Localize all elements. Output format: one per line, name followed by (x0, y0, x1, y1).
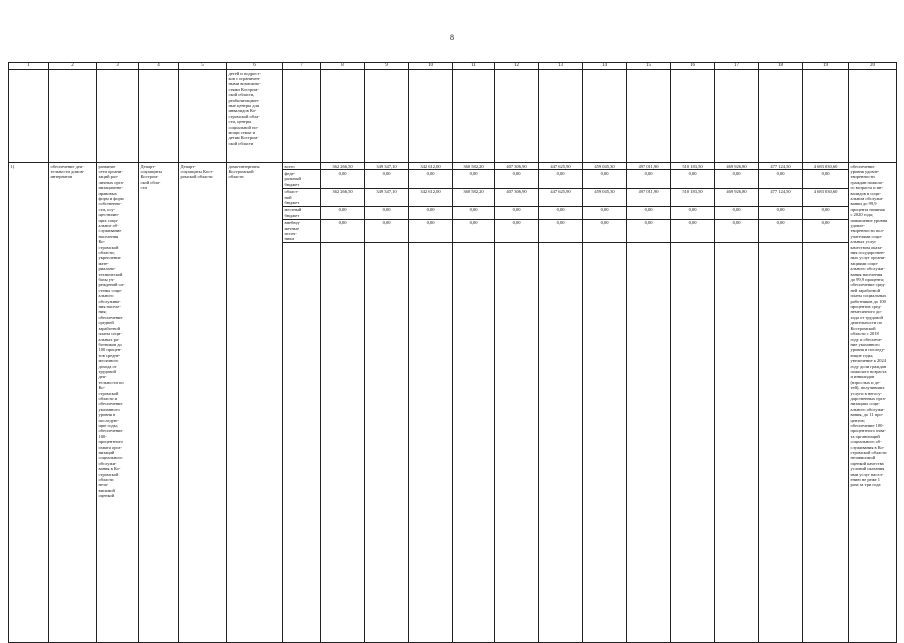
funding-value: 0,00 (453, 206, 495, 219)
objective-cell: развитие сети органи- заций раз- личных орга- низационно- правовых форм и форм собственно- сти, осу- ществляю- щих соци- альное об- служивание населения Ко- стромской области; укрепление мате- риально- технической базы уч- реждений си- стемы соци- ального обслужива- ния населе- ния; обеспечение средней заработной платы соци- альных ра- ботников до 100 процен- тов средне- месячного дохода от трудовой дея- тельности по Ко- стромской области и обеспечение указанного уровня в последую- щие годы; обеспечение 100- процентного охвата орга- низаций социального обслужи- вания в Ко- стромской области неза- висимой оценкой (97, 163, 139, 643)
funding-value: 0,00 (627, 206, 671, 219)
funding-value: 0,00 (715, 219, 759, 243)
funding-value: 0,00 (759, 170, 803, 188)
funding-value: 469 926,80 (715, 188, 759, 206)
funding-value: 510 183,50 (671, 188, 715, 206)
funding-value: 0,00 (583, 170, 627, 188)
column-number: 3 (97, 63, 139, 70)
funding-value: 4 683 030,60 (803, 163, 849, 170)
funding-source: местный бюджет (283, 206, 321, 219)
funding-value: 0,00 (583, 219, 627, 243)
column-number: 9 (365, 63, 409, 70)
column-number: 10 (409, 63, 453, 70)
table-cell (409, 70, 453, 163)
funding-value: 0,00 (365, 219, 409, 243)
funding-value: 0,00 (495, 219, 539, 243)
table-cell (627, 243, 671, 643)
table-cell (321, 243, 365, 643)
funding-value: 0,00 (453, 170, 495, 188)
continuation-row (9, 70, 897, 163)
column-number: 18 (759, 63, 803, 70)
column-number: 11 (453, 63, 495, 70)
coexecutor-cell: Департ- соцзащиты Кост- ромской области (179, 163, 227, 643)
funding-value: 0,00 (365, 206, 409, 219)
table-cell (9, 70, 49, 163)
funding-value: 0,00 (321, 219, 365, 243)
table-cell (583, 70, 627, 163)
expected-result-cell: обеспечение уровня удовле- творенности граждан пожило- го возраста и ин- валидов в соци- альном обслужи- вании до 99,9 процента начиная с 2020 года; повышение уровня удовле- творенности пол- учателями соци- альных услуг качеством оказа- ния государствен- ных услуг органи- зациями соци- ального обслужи- вания населения до 99,9 процента; обеспечение сред- ней заработной платы социальных работников до 100 процентов сред- немесячного до- хода от трудовой деятельности по Костромской области с 2018 году и обеспече- ние указанного уровня в последу- ющие годы; увеличение к 2024 году доли граждан пожилого возраста и инвалидов (взрослых и де- тей), получивших услуги в негосу- дарственных орга- низациях соци- ального обслужи- вания, до 11 про- центов; обеспечение 100- процентного охва- та организаций социального об- служивания в Ко- стромской области независимой оценкой качества условий оказания ими услуг насел- ению не реже 1 раза за три года (849, 163, 897, 643)
funding-value: 0,00 (759, 206, 803, 219)
table-cell (759, 243, 803, 643)
table-cell (671, 70, 715, 163)
funding-value: 407 306,90 (495, 188, 539, 206)
funding-value: 497 011,90 (627, 188, 671, 206)
funding-value: 477 124,50 (759, 163, 803, 170)
table-cell (495, 70, 539, 163)
table-cell (803, 243, 849, 643)
table-cell (97, 70, 139, 163)
funding-value: 360 582,20 (453, 163, 495, 170)
table-cell (671, 243, 715, 643)
funding-value: 349 347,10 (365, 188, 409, 206)
column-number: 8 (321, 63, 365, 70)
executor-cell: дома-интернаты Костромской области (227, 163, 283, 643)
table-cell (849, 70, 897, 163)
funding-value: 342 612,00 (409, 188, 453, 206)
funding-value: 0,00 (627, 170, 671, 188)
funding-value: 0,00 (321, 170, 365, 188)
funding-value: 0,00 (803, 170, 849, 188)
funding-value: 0,00 (409, 206, 453, 219)
column-number: 6 (227, 63, 283, 70)
table-cell (715, 243, 759, 643)
funding-source: феде- ральный бюджет (283, 170, 321, 188)
column-number: 5 (179, 63, 227, 70)
funding-value: 459 045,30 (583, 188, 627, 206)
funding-value: 0,00 (409, 219, 453, 243)
funding-value: 0,00 (583, 206, 627, 219)
funding-value: 0,00 (803, 206, 849, 219)
funding-value: 0,00 (321, 206, 365, 219)
funding-value: 0,00 (539, 206, 583, 219)
funding-value: 362 266,50 (321, 163, 365, 170)
funding-value: 469 926,80 (715, 163, 759, 170)
funding-value: 0,00 (495, 170, 539, 188)
funding-value: 342 612,00 (409, 163, 453, 170)
table-cell (715, 70, 759, 163)
table-cell (453, 243, 495, 643)
funding-value: 0,00 (715, 206, 759, 219)
table-cell (179, 70, 227, 163)
table-cell (321, 70, 365, 163)
table-cell (539, 243, 583, 643)
funding-value: 0,00 (671, 206, 715, 219)
column-number: 15 (627, 63, 671, 70)
table-cell (583, 243, 627, 643)
column-number: 1 (9, 63, 49, 70)
funding-value: 0,00 (671, 170, 715, 188)
funding-value: 0,00 (365, 170, 409, 188)
column-number: 19 (803, 63, 849, 70)
funding-row-total (9, 163, 897, 170)
funding-value: 497 011,90 (627, 163, 671, 170)
column-number: 12 (495, 63, 539, 70)
table-cell (283, 243, 321, 643)
table-cell (453, 70, 495, 163)
column-number: 4 (139, 63, 179, 70)
column-number: 20 (849, 63, 897, 70)
funding-value: 407 306,90 (495, 163, 539, 170)
funding-source: внебюд- жетные источ- ники (283, 219, 321, 243)
table-cell (139, 70, 179, 163)
funding-value: 510 183,50 (671, 163, 715, 170)
table-cell (759, 70, 803, 163)
column-number: 13 (539, 63, 583, 70)
column-number: 7 (283, 63, 321, 70)
column-number: 16 (671, 63, 715, 70)
table-cell (283, 70, 321, 163)
funding-value: 459 045,30 (583, 163, 627, 170)
funding-value: 349 347,10 (365, 163, 409, 170)
funding-source: всего (283, 163, 321, 170)
program-table (8, 62, 897, 643)
funding-value: 0,00 (539, 170, 583, 188)
funding-value: 0,00 (671, 219, 715, 243)
funding-value: 0,00 (453, 219, 495, 243)
funding-value: 4 683 030,60 (803, 188, 849, 206)
responsible-cell: Департ- соцзащиты Костром- ской обла- сти (139, 163, 179, 643)
table-cell (803, 70, 849, 163)
table-cell (495, 243, 539, 643)
funding-source: област- ной бюджет (283, 188, 321, 206)
table-cell (539, 70, 583, 163)
funding-value: 360 582,20 (453, 188, 495, 206)
funding-value: 447 625,90 (539, 163, 583, 170)
table-cell (409, 243, 453, 643)
funding-value: 447 625,90 (539, 188, 583, 206)
funding-value: 0,00 (803, 219, 849, 243)
funding-value: 362 266,50 (321, 188, 365, 206)
column-number: 17 (715, 63, 759, 70)
funding-value: 0,00 (539, 219, 583, 243)
funding-value: 477 124,50 (759, 188, 803, 206)
page-number: 8 (450, 33, 454, 42)
funding-value: 0,00 (627, 219, 671, 243)
funding-value: 0,00 (495, 206, 539, 219)
funding-value: 0,00 (759, 219, 803, 243)
table-cell (365, 243, 409, 643)
activity-name-cell: обеспечение дея- тельности домов- интернатов (49, 163, 97, 643)
column-number-row (9, 63, 897, 70)
funding-value: 0,00 (715, 170, 759, 188)
column-number: 14 (583, 63, 627, 70)
table-cell (49, 70, 97, 163)
table-cell (365, 70, 409, 163)
funding-value: 0,00 (409, 170, 453, 188)
column-number: 2 (49, 63, 97, 70)
table-cell (627, 70, 671, 163)
row-index: 1) (9, 163, 49, 643)
executor-continuation-cell: детей и подрост- ков с ограничен- ными возможно- стями Костром- ской области, реабилитацион- ные центры для инвалидов Ко- стромской обла- сти, центры социальной по- мощи семье и детям Костром- ской области (227, 70, 283, 163)
